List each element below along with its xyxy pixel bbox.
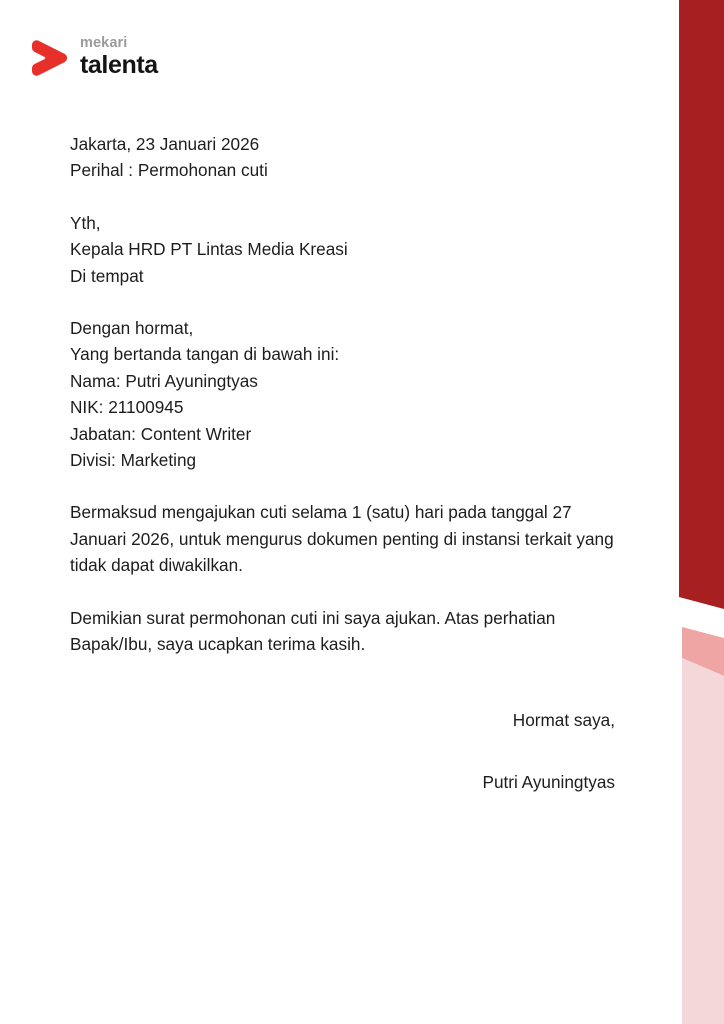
letter-body-paragraph: Bermaksud mengajukan cuti selama 1 (satu) hari pada tanggal 27 Januari 2026, untuk mengurus dokumen penting di instansi terkait yang tidak dapat diwakilkan. [70, 502, 614, 576]
logo-wordmark [80, 36, 158, 80]
decor-salmon-band [682, 627, 724, 676]
identity-divisi: Divisi: Marketing [70, 450, 197, 471]
signer-name: Putri Ayuningtyas [482, 772, 615, 793]
recipient-salutation: Yth, [70, 212, 101, 233]
signature-space [70, 733, 615, 769]
mekari-chevron-logo-icon [28, 38, 70, 78]
letter-body [70, 131, 615, 658]
logo-talenta-text: talenta [80, 50, 158, 79]
recipient-addressee: Kepala HRD PT Lintas Media Kreasi [70, 239, 348, 260]
spacer [70, 473, 615, 499]
sign-off: Hormat saya, [512, 710, 615, 730]
identity-nama: Nama: Putri Ayuningtyas [70, 370, 258, 391]
brand-logo [28, 36, 158, 80]
recipient-location: Di tempat [70, 265, 144, 286]
spacer [70, 184, 615, 210]
decor-light-pink-band [682, 658, 724, 1024]
letter-subject: Perihal : Permohonan cuti [70, 160, 268, 181]
identity-intro: Yang bertanda tangan di bawah ini: [70, 344, 340, 365]
letter-opening: Dengan hormat, [70, 318, 194, 339]
decor-dark-red-bar [679, 0, 724, 609]
signature-block [70, 707, 615, 796]
letter-closing-paragraph: Demikian surat permohonan cuti ini saya ajukan. Atas perhatian Bapak/Ibu, saya ucapkan terima kasih. [70, 607, 556, 655]
spacer [70, 579, 615, 605]
identity-jabatan: Jabatan: Content Writer [70, 423, 252, 444]
logo-mekari-text: mekari [80, 35, 128, 51]
identity-nik: NIK: 21100945 [70, 397, 184, 418]
spacer [70, 289, 615, 315]
place-and-date: Jakarta, 23 Januari 2026 [70, 134, 260, 154]
